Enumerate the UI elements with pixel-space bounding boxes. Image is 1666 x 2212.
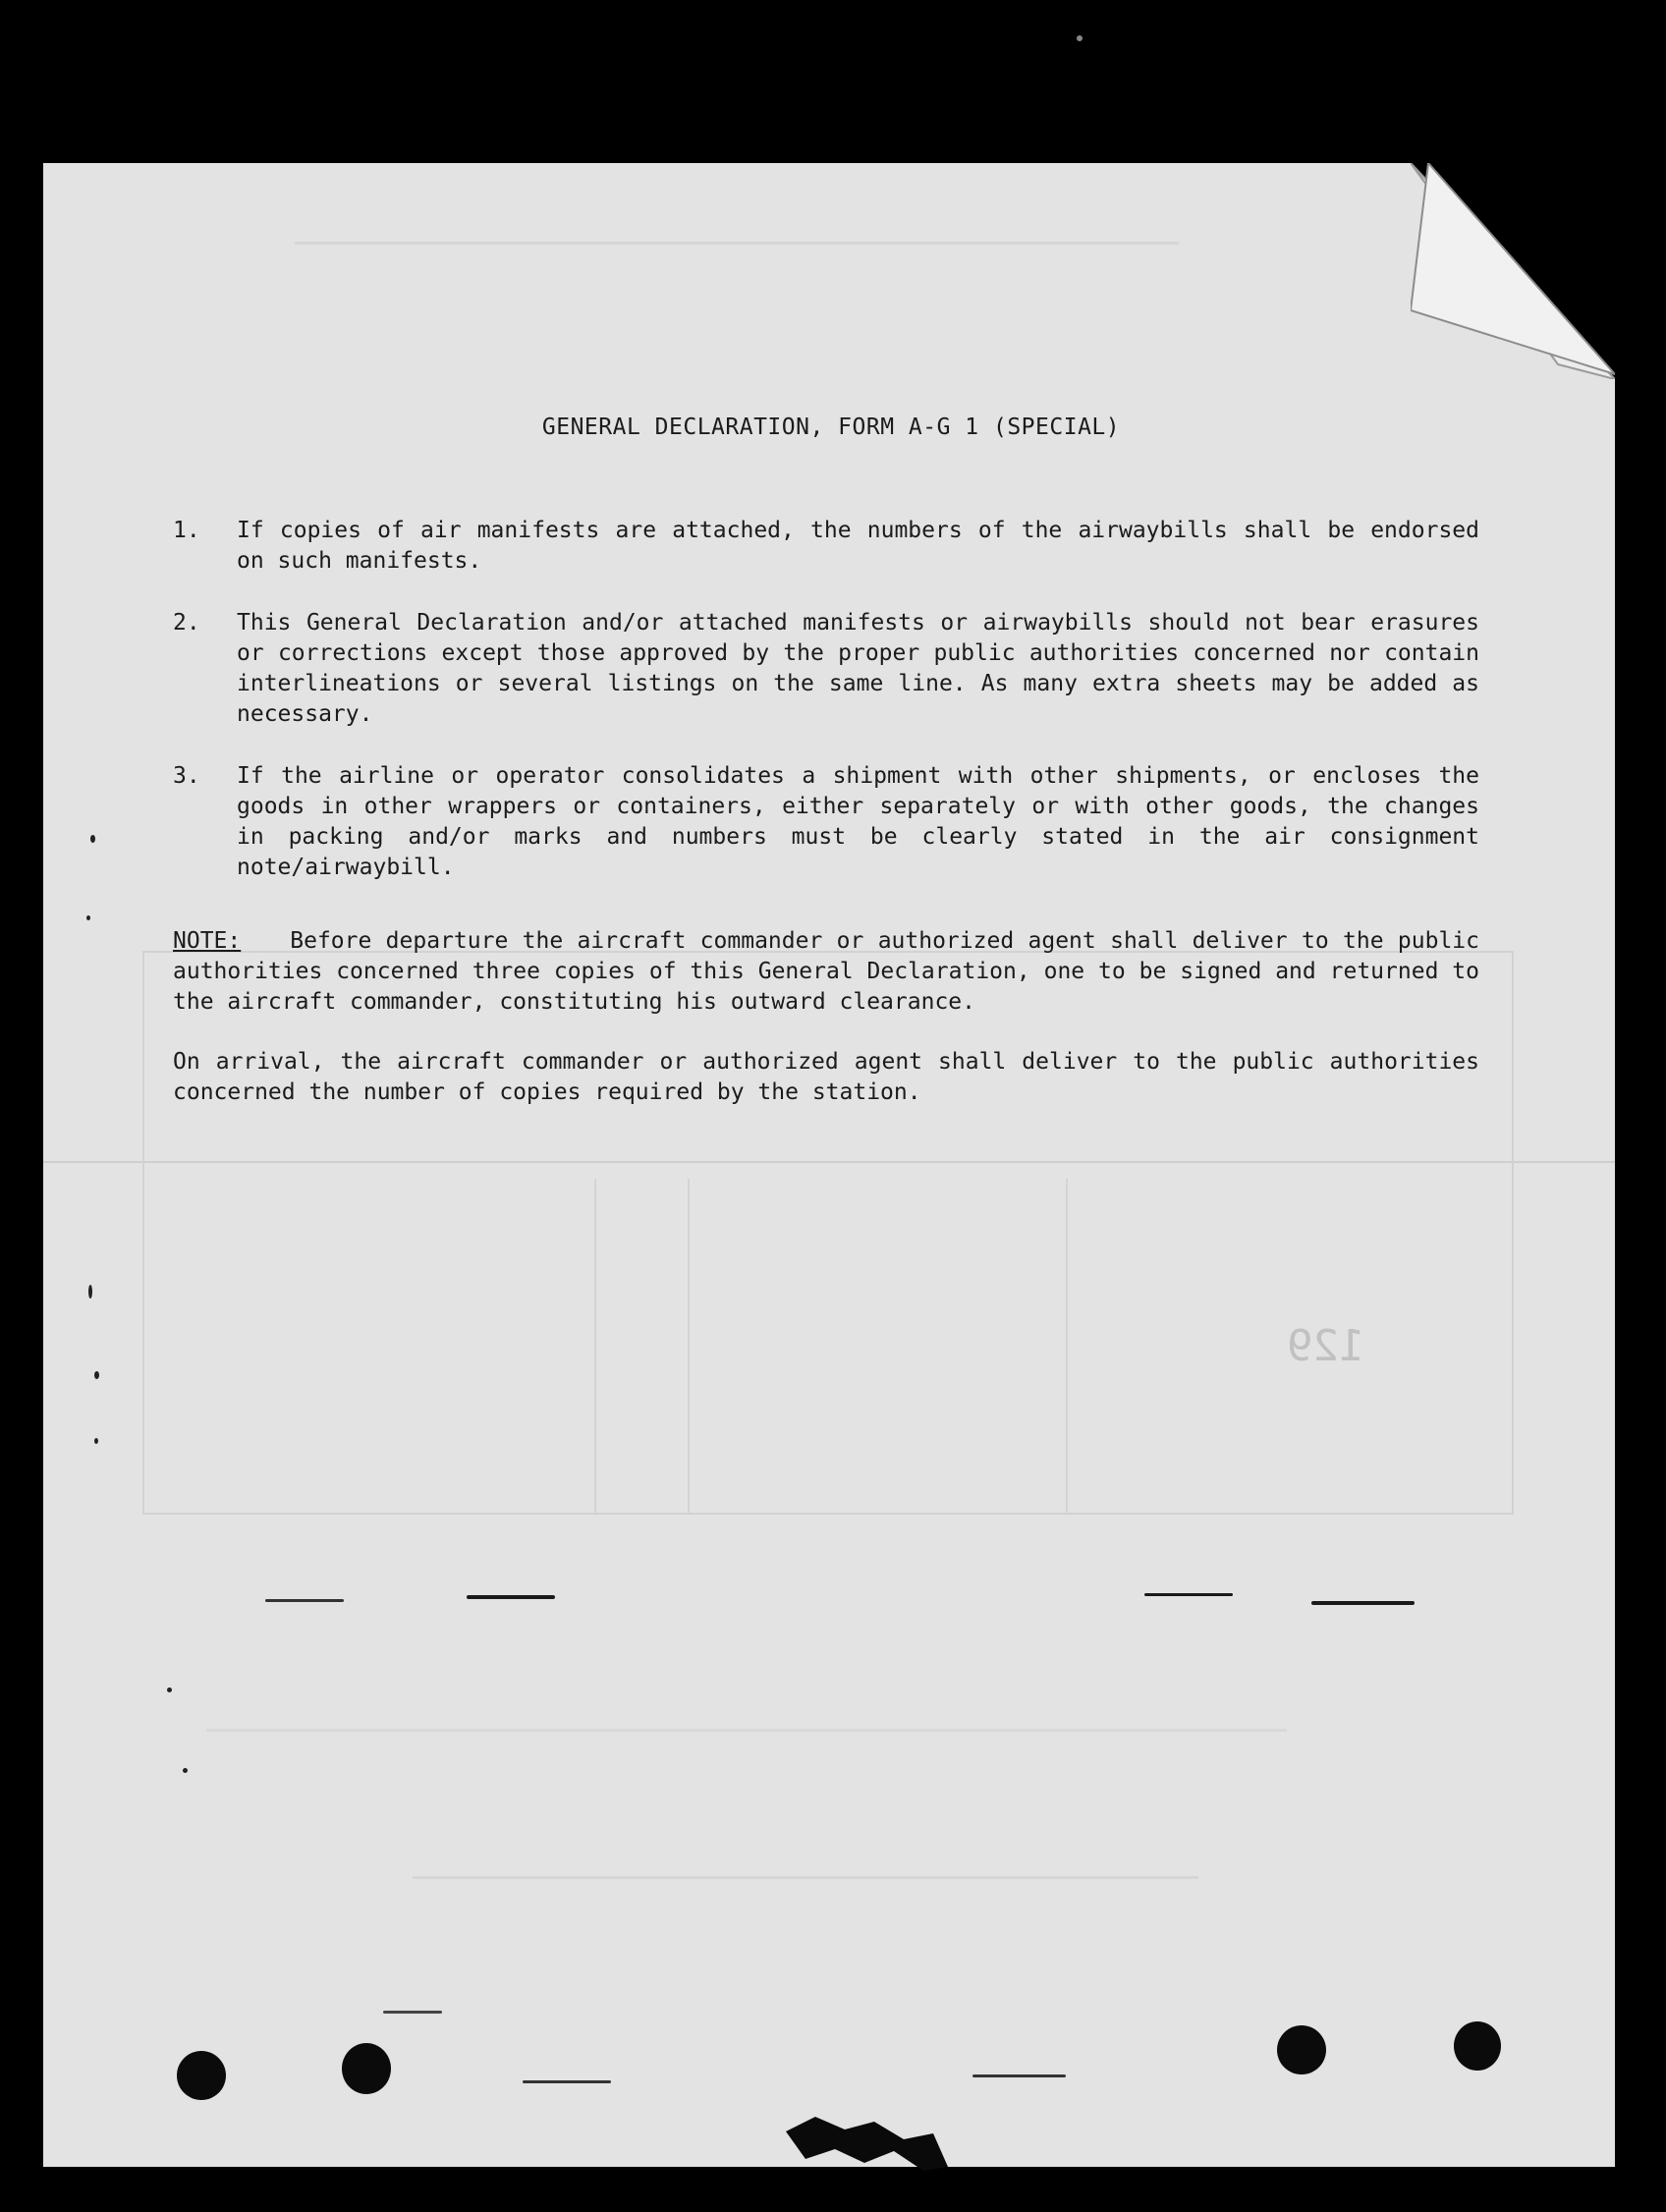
instruction-item	[173, 516, 1479, 577]
ghost-line	[206, 1729, 1287, 1732]
declaration-document	[173, 413, 1479, 1108]
punch-hole	[1277, 2025, 1326, 2074]
note-text: Before departure the aircraft commander or authorized agent shall deliver to the public authorities concerned three copies of this General Declaration, one to be signed and returned to the aircraft commander, constituting his outward clearance.	[173, 928, 1479, 1015]
margin-speck	[88, 1285, 92, 1299]
ghost-reversed-number: 129	[1287, 1321, 1365, 1371]
margin-speck	[94, 1438, 98, 1444]
margin-speck	[183, 1768, 188, 1773]
instruction-item	[173, 608, 1479, 730]
staple-mark	[523, 2080, 611, 2083]
ghost-form-divider	[594, 1179, 596, 1513]
item-number: 3.	[173, 763, 200, 789]
item-number: 2.	[173, 610, 200, 636]
staple-mark	[1144, 1593, 1233, 1596]
staple-mark	[972, 2074, 1066, 2077]
staple-mark	[467, 1595, 555, 1599]
margin-speck	[86, 915, 90, 920]
punch-hole	[1454, 2021, 1501, 2071]
item-text: If the airline or operator consolidates a shipment with other shipments, or encloses the goods in other wrappers or containers, either separately or with other goods, the changes in packing and/or marks and numbers must be clearly stated in the air consignment note/airwaybill.	[237, 763, 1479, 880]
top-speck	[1077, 35, 1083, 41]
item-number: 1.	[173, 518, 200, 543]
item-text: If copies of air manifests are attached, the numbers of the airwaybills shall be endorsed on such manifests.	[237, 518, 1479, 574]
margin-speck	[90, 835, 95, 843]
note-label: NOTE:	[173, 928, 242, 954]
margin-speck	[167, 1687, 172, 1692]
punch-hole	[342, 2043, 391, 2094]
item-text: This General Declaration and/or attached manifests or airwaybills should not bear erasures or corrections except those approved by the proper public authorities concerned nor contain interlineations or several listings on the same line. As many extra sheets may be added as necessary.	[237, 610, 1479, 727]
note-paragraph	[173, 926, 1479, 1018]
ghost-line	[413, 1876, 1198, 1879]
ghost-form-divider	[688, 1179, 690, 1513]
arrival-paragraph: On arrival, the aircraft commander or authorized agent shall deliver to the public authorities concerned the number of copies required by the station.	[173, 1049, 1479, 1105]
staple-mark	[265, 1599, 344, 1602]
ghost-form-divider	[1066, 1179, 1068, 1513]
margin-speck	[94, 1371, 99, 1379]
instruction-item	[173, 761, 1479, 883]
folded-flap	[1411, 163, 1615, 389]
document-title: GENERAL DECLARATION, FORM A-G 1 (SPECIAL)	[541, 415, 1121, 440]
punch-hole	[177, 2051, 226, 2100]
staple-mark	[1311, 1601, 1415, 1605]
paper-tear	[786, 2112, 953, 2181]
ghost-line	[295, 242, 1179, 245]
staple-mark	[383, 2011, 442, 2014]
